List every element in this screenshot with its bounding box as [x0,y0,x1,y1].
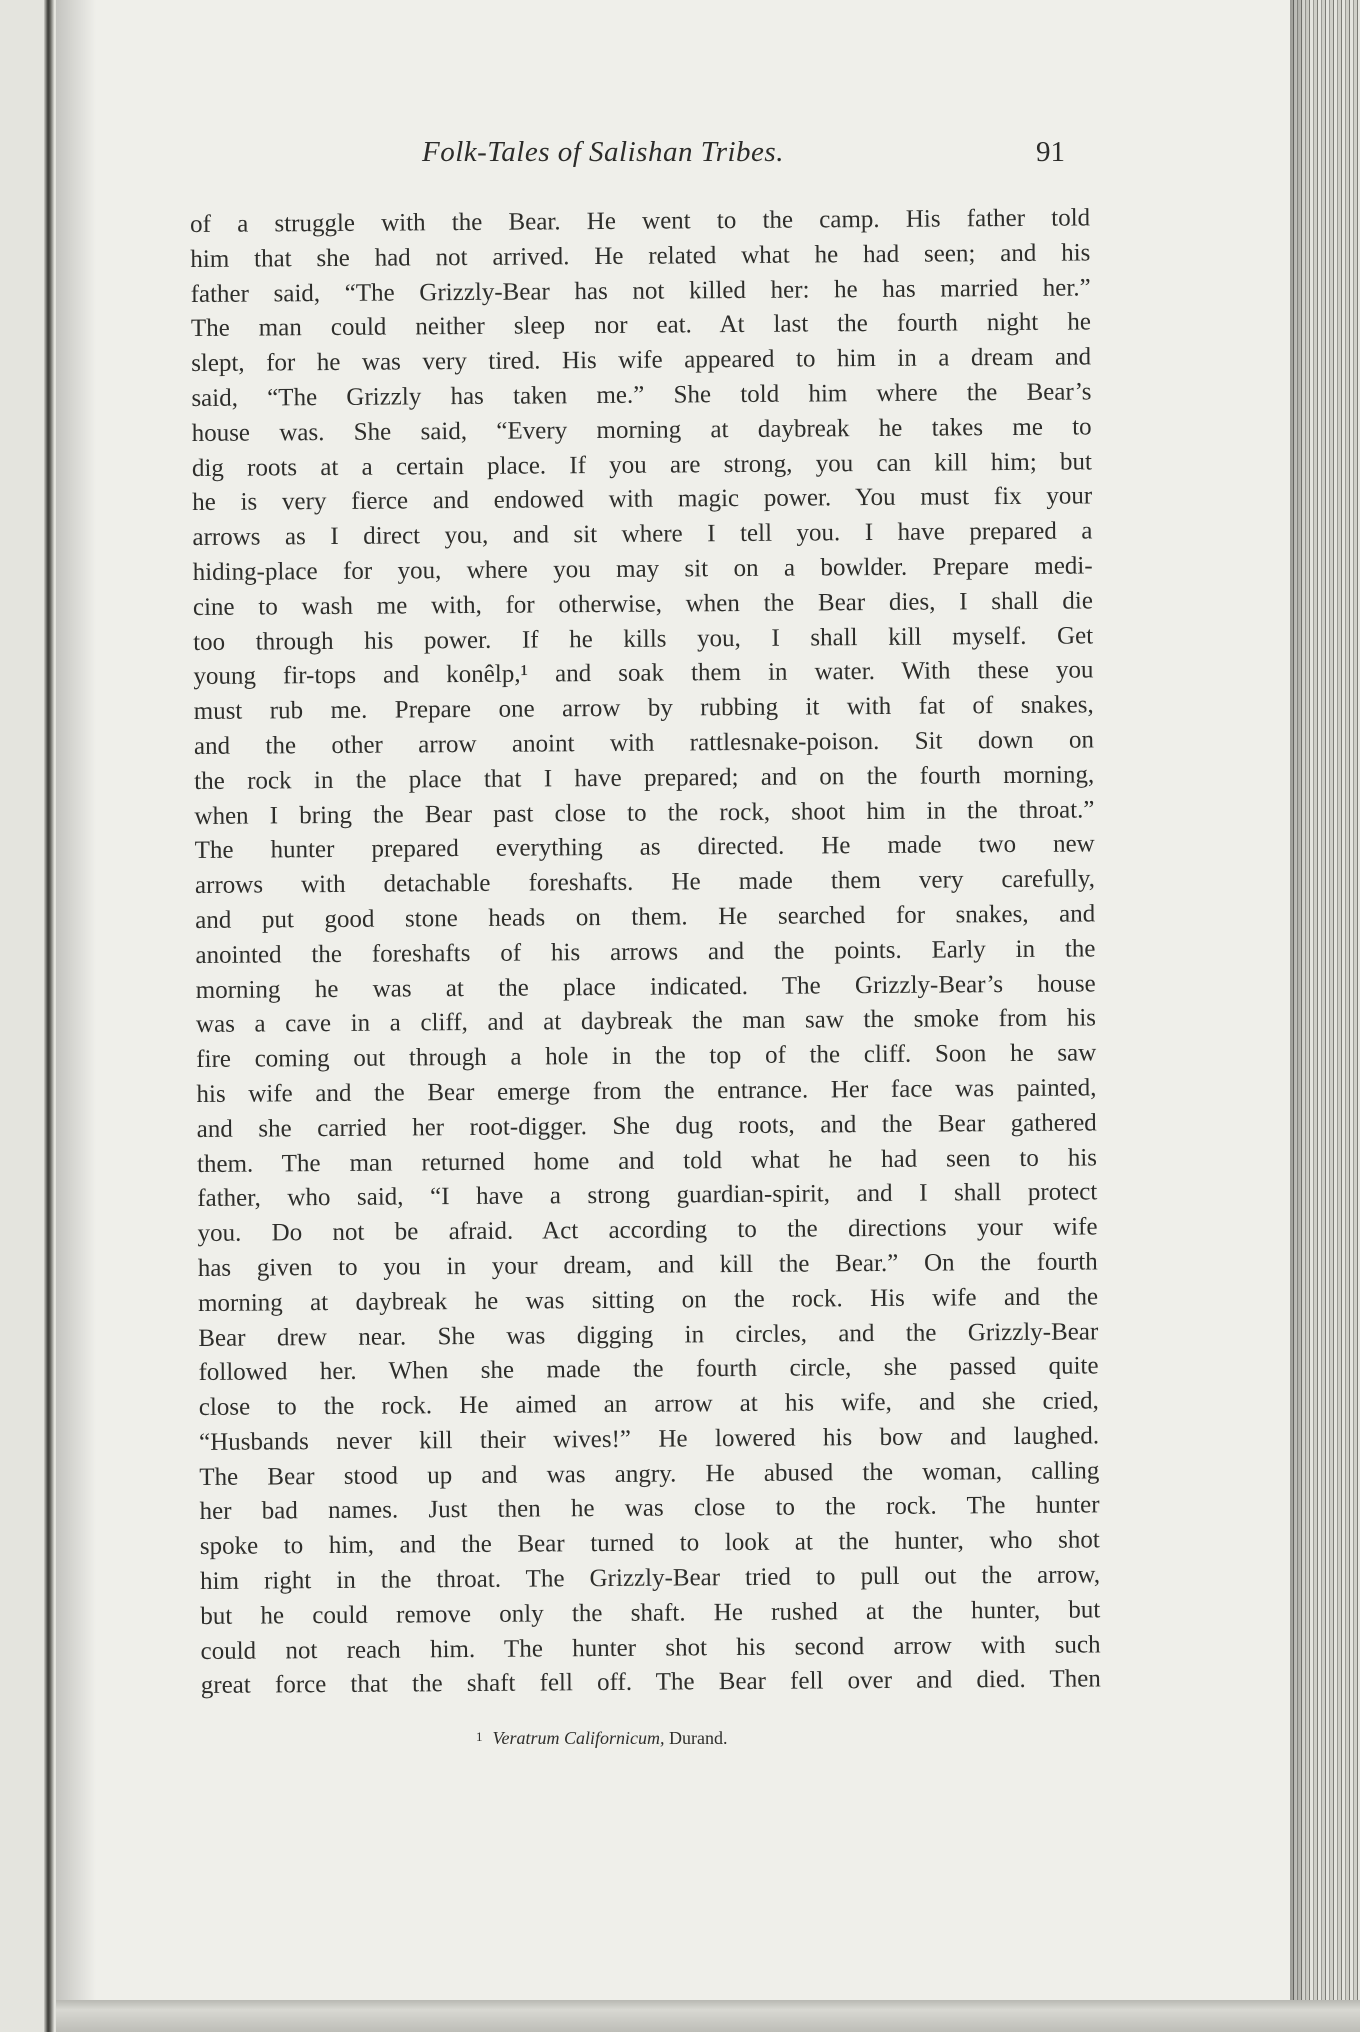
text-line: when I bring the Bear past close to the rock, shoot him in the throat.” [194,795,1095,830]
text-line: cine to wash me with, for otherwise, when the Bear dies, I shall die [192,587,1094,621]
text-line: hiding-place for you, where you may sit on a bowlder. Prepare medi- [192,552,1093,586]
text-line: anointed the foreshafts of his arrows and the points. Early in the [195,935,1096,969]
scan-bottom-edge [56,2000,1360,2032]
text-line: has given to you in your dream, and kill the Bear.” On the fourth [197,1248,1098,1282]
text-line: house was. She said, “Every morning at daybreak he takes me to [191,413,1092,447]
text-line: her bad names. Just then he was close to the rock. The hunter [199,1491,1100,1526]
footnote-marker: 1 [476,1729,483,1744]
text-line: “Husbands never kill their wives!” He lowered his bow and laughed. [198,1422,1100,1456]
text-line: fire coming out through a hole in the top of the cliff. Soon he saw [196,1039,1097,1074]
page-stack-shadow [1290,0,1310,2032]
text-line: followed her. When she made the fourth circle, she passed quite [198,1352,1099,1387]
text-line: morning at daybreak he was sitting on the rock. His wife and the [197,1283,1099,1317]
text-line: The hunter prepared everything as directed. He made two new [194,830,1095,865]
text-line: too through his power. If he kills you, I shall kill myself. Get [193,621,1094,656]
footnote [476,1728,728,1749]
text-line: you. Do not be afraid. Act according to the directions your wife [197,1213,1098,1248]
page-number: 91 [1036,136,1065,168]
text-line: must rub me. Prepare one arrow by rubbing it with fat of snakes, [193,691,1094,726]
text-line: him that she had not arrived. He related what he had seen; and his [190,239,1091,273]
text-line: said, “The Grizzly has taken me.” She told him where the Bear’s [191,378,1092,412]
text-line: morning he was at the place indicated. The Grizzly-Bear’s house [195,969,1096,1004]
running-head [190,136,1090,180]
text-line: arrows with detachable foreshafts. He made them very carefully, [194,865,1096,900]
text-line: his wife and the Bear emerge from the entrance. Her face was painted, [196,1074,1097,1108]
text-line: The man could neither sleep nor eat. At last the fourth night he [190,308,1091,343]
text-line: father, who said, “I have a strong guardian-spirit, and I shall protect [197,1178,1098,1213]
text-line: the rock in the place that I have prepared; and on the fourth morning, [194,761,1095,795]
body-text [190,201,1101,1704]
text-line: and she carried her root-digger. She dug roots, and the Bear gathered [196,1109,1097,1143]
text-line: could not reach him. The hunter shot his second arrow with such [200,1631,1101,1665]
text-line: father said, “The Grizzly-Bear has not killed her: he has married her.” [190,273,1091,308]
text-line: spoke to him, and the Bear turned to look at the hunter, who shot [199,1526,1100,1561]
text-line: arrows as I direct you, and sit where I tell you. I have prepared a [192,517,1093,552]
text-line: him right in the throat. The Grizzly-Bear tried to pull out the arrow, [199,1561,1101,1596]
scan-binding-edge [44,0,54,2032]
text-line: slept, for he was very tired. His wife appeared to him in a dream and [191,343,1092,378]
text-line: but he could remove only the shaft. He rushed at the hunter, but [200,1596,1101,1630]
text-line: them. The man returned home and told what he had seen to his [196,1143,1098,1178]
footnote-plain-text: Durand. [664,1728,728,1748]
text-line: was a cave in a cliff, and at daybreak the man saw the smoke from his [195,1004,1097,1039]
text-line: The Bear stood up and was angry. He abused the woman, calling [199,1457,1100,1491]
text-line: Bear drew near. She was digging in circles, and the Grizzly-Bear [198,1317,1099,1352]
text-line: of a struggle with the Bear. He went to the camp. His father told [190,204,1091,238]
text-line: young fir-tops and konêlp,¹ and soak them in water. With these you [193,656,1094,691]
text-line: dig roots at a certain place. If you are strong, you can kill him; but [191,447,1092,482]
text-line: great force that the shaft fell off. The Bear fell over and died. Then [200,1665,1101,1700]
text-line: and put good stone heads on them. He searched for snakes, and [195,900,1096,934]
running-title: Folk-Tales of Salishan Tribes. [422,136,784,168]
gutter-shadow [56,0,96,2008]
footnote-italic-text: Veratrum Californicum, [492,1728,665,1748]
text-line: and the other arrow anoint with rattlesnake-poison. Sit down on [193,726,1095,760]
text-line: he is very fierce and endowed with magic power. You must fix your [192,482,1093,517]
text-line: close to the rock. He aimed an arrow at his wife, and she cried, [198,1387,1099,1422]
